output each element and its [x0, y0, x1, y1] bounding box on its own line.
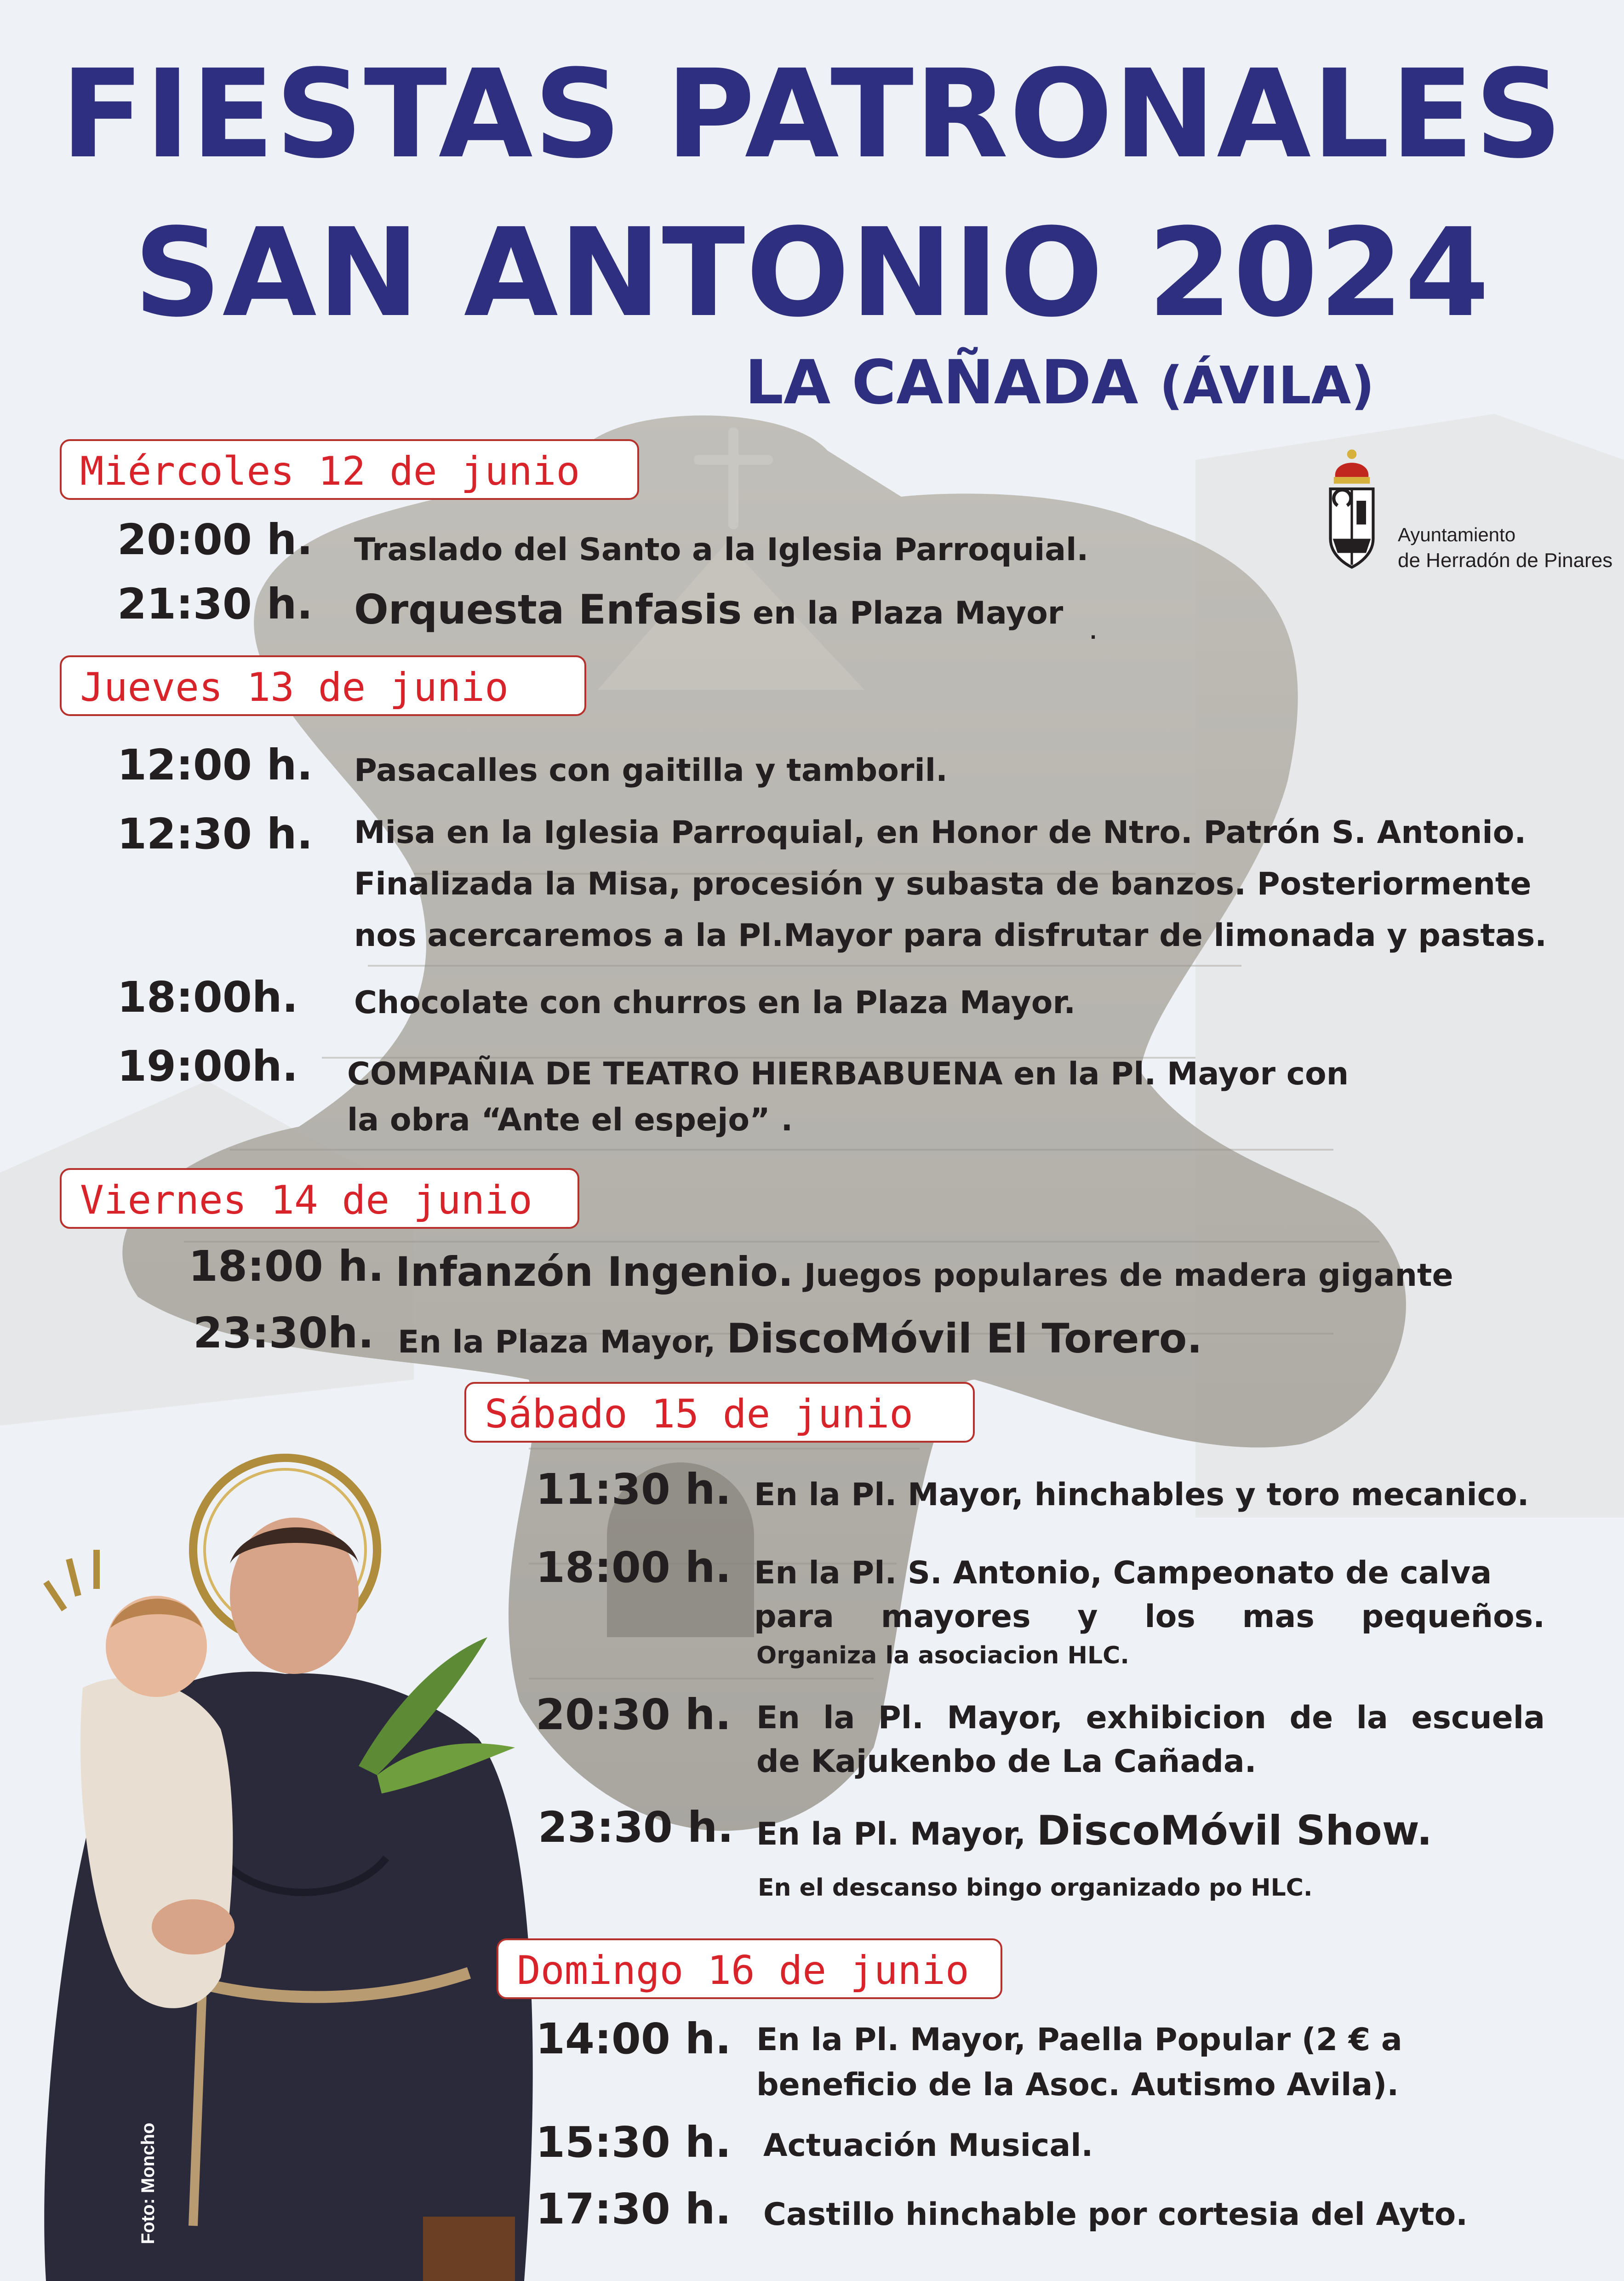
event-time: 12:30 h. — [117, 809, 313, 859]
event-highlight: DiscoMóvil Show. — [1036, 1807, 1432, 1854]
event-description: Traslado del Santo a la Iglesia Parroquial. — [354, 532, 1089, 568]
event-description-line: En la Pl. Mayor, exhibicion de la escuela — [756, 1700, 1545, 1736]
photo-credit: Foto: Moncho — [138, 2122, 158, 2244]
event-time: 12:00 h. — [117, 740, 313, 790]
event-time: 23:30 h. — [538, 1803, 734, 1852]
event-description-line: de Kajukenbo de La Cañada. — [756, 1743, 1257, 1780]
town-hall-line-2: de Herradón de Pinares — [1398, 549, 1613, 572]
event-description — [398, 1313, 1202, 1368]
province-name: (ÁVILA) — [1159, 356, 1375, 416]
event-time: 23:30h. — [193, 1308, 374, 1358]
event-time: 18:00h. — [117, 973, 298, 1022]
town-hall-line-1: Ayuntamiento — [1398, 524, 1516, 545]
location-subtitle — [745, 347, 1374, 418]
event-description-line: Finalizada la Misa, procesión y subasta de banzos. Posteriormente — [354, 866, 1532, 902]
event-description: Pasacalles con gaitilla y tamboril. — [354, 752, 948, 789]
event-description: En la Pl. Mayor, hinchables y toro mecanico. — [754, 1477, 1529, 1513]
town-hall-label — [1398, 522, 1613, 573]
title-line-1: FIESTAS PATRONALES — [60, 44, 1564, 185]
day-label-friday: Viernes 14 de junio — [60, 1168, 579, 1229]
event-description-line: para mayores y los mas pequeños. — [754, 1599, 1545, 1635]
day-label-wednesday: Miércoles 12 de junio — [60, 439, 639, 500]
event-text: Juegos populares de madera gigante — [793, 1257, 1453, 1294]
event-time: 11:30 h. — [536, 1465, 732, 1514]
coat-of-arms-icon — [1306, 444, 1398, 591]
stray-dot: . — [1090, 622, 1097, 643]
event-highlight: DiscoMóvil El Torero. — [726, 1315, 1202, 1362]
event-time: 20:00 h. — [117, 515, 313, 564]
event-description-line: Misa en la Iglesia Parroquial, en Honor de Ntro. Patrón S. Antonio. — [354, 814, 1527, 851]
event-description: Actuación Musical. — [763, 2127, 1093, 2164]
event-description-line: En la Pl. S. Antonio, Campeonato de calva — [754, 1555, 1492, 1591]
event-time: 19:00h. — [117, 1042, 298, 1091]
event-description — [395, 1246, 1453, 1301]
event-time: 20:30 h. — [536, 1690, 732, 1739]
event-time: 15:30 h. — [536, 2118, 732, 2167]
event-note: Organiza la asociacion HLC. — [756, 1642, 1130, 1669]
event-description — [756, 1805, 1432, 1860]
event-description: Castillo hinchable por cortesia del Ayto. — [763, 2196, 1468, 2233]
day-label-saturday: Sábado 15 de junio — [464, 1382, 975, 1443]
event-description-line: COMPAÑIA DE TEATRO HIERBABUENA en la Pl. Mayor con — [347, 1056, 1349, 1092]
day-label-thursday: Jueves 13 de junio — [60, 655, 586, 716]
event-time: 14:00 h. — [536, 2014, 732, 2063]
event-time: 17:30 h. — [536, 2184, 732, 2234]
event-highlight: Orquesta Enfasis — [354, 586, 742, 633]
event-note: En el descanso bingo organizado po HLC. — [758, 1874, 1313, 1902]
title-line-2: SAN ANTONIO 2024 — [133, 202, 1491, 344]
event-description-line: nos acercaremos a la Pl.Mayor para disfrutar de limonada y pastas. — [354, 917, 1547, 954]
event-description — [354, 584, 1063, 639]
event-description-line: En la Pl. Mayor, Paella Popular (2 € a — [756, 2022, 1402, 2058]
event-description-line: beneficio de la Asoc. Autismo Avila). — [756, 2067, 1399, 2103]
event-time: 21:30 h. — [117, 579, 313, 629]
day-label-sunday: Domingo 16 de junio — [497, 1938, 1002, 1999]
event-text: en la Plaza Mayor — [742, 595, 1064, 631]
event-time: 18:00 h. — [189, 1242, 384, 1291]
event-description-line: la obra “Ante el espejo” . — [347, 1102, 793, 1138]
event-description: Chocolate con churros en la Plaza Mayor. — [354, 985, 1076, 1021]
event-highlight: Infanzón Ingenio. — [395, 1248, 794, 1295]
event-time: 18:00 h. — [536, 1543, 732, 1592]
location-name: LA CAÑADA — [745, 347, 1138, 418]
event-text: En la Pl. Mayor, — [756, 1816, 1037, 1852]
event-text: En la Plaza Mayor, — [398, 1324, 727, 1360]
